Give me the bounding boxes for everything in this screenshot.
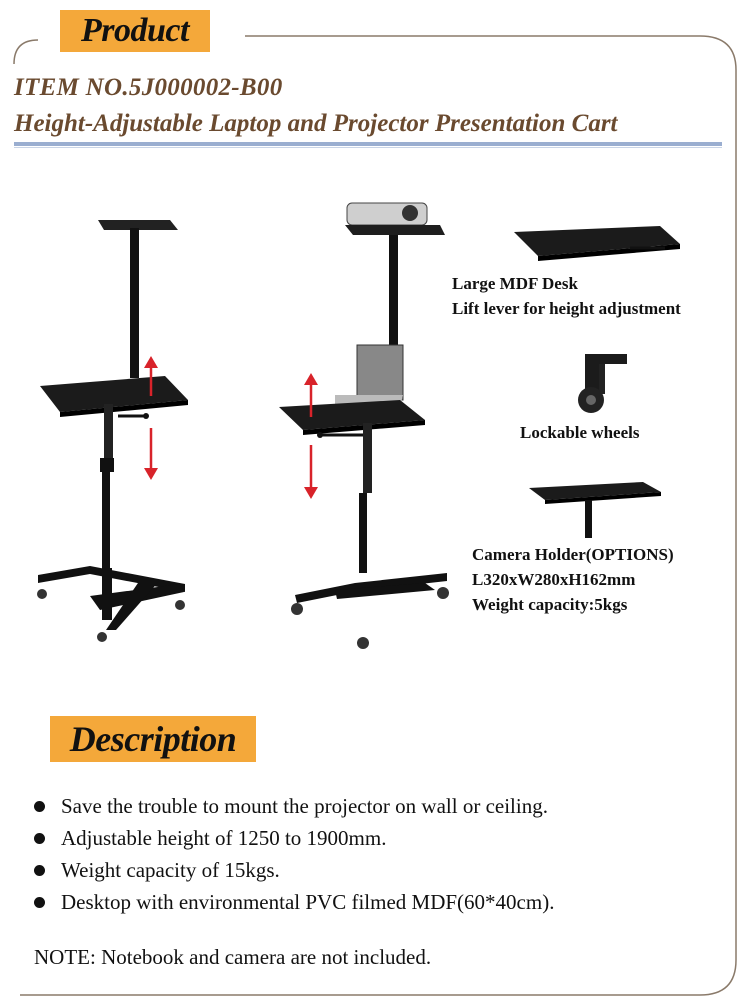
wheels-caption-line-1: Lockable wheels (520, 423, 640, 442)
height-arrow-2 (301, 373, 321, 501)
bullet-text: Desktop with environmental PVC filmed MDF(60*40cm). (61, 890, 555, 914)
camera-holder-caption-line-1: Camera Holder(OPTIONS) (472, 545, 674, 564)
desk-caption-line-1: Large MDF Desk (452, 274, 578, 293)
bullet-dot-icon (34, 833, 45, 844)
note-text: NOTE: Notebook and camera are not included. (34, 945, 432, 969)
wheel-detail-image (563, 350, 633, 420)
wheels-caption (520, 420, 639, 445)
height-arrow-1 (141, 356, 161, 482)
bullet-item (34, 854, 554, 886)
item-number: ITEM NO.5J000002-B00 (14, 74, 283, 101)
title-divider (14, 142, 722, 146)
desk-detail-image (510, 222, 685, 272)
cart-image-empty (20, 200, 210, 660)
bullet-dot-icon (34, 865, 45, 876)
bullet-dot-icon (34, 801, 45, 812)
bullet-item (34, 790, 554, 822)
camera-holder-caption (472, 542, 674, 617)
bullet-dot-icon (34, 897, 45, 908)
desk-caption-line-2: Lift lever for height adjustment (452, 299, 681, 318)
description-bullet-list (34, 790, 554, 918)
description-section-tag: Description (50, 716, 256, 762)
camera-holder-image (525, 478, 665, 540)
bullet-text: Save the trouble to mount the projector on wall or ceiling. (61, 794, 548, 818)
bullet-text: Weight capacity of 15kgs. (61, 858, 280, 882)
bullet-text: Adjustable height of 1250 to 1900mm. (61, 826, 387, 850)
camera-holder-caption-line-3: Weight capacity:5kgs (472, 595, 628, 614)
camera-holder-caption-line-2: L320xW280xH162mm (472, 570, 636, 589)
product-section-tag: Product (60, 10, 210, 52)
product-title: Height-Adjustable Laptop and Projector Presentation Cart (14, 110, 618, 137)
bullet-item (34, 886, 554, 918)
bullet-item (34, 822, 554, 854)
title-divider-thin (14, 147, 722, 148)
desk-caption (452, 271, 681, 321)
